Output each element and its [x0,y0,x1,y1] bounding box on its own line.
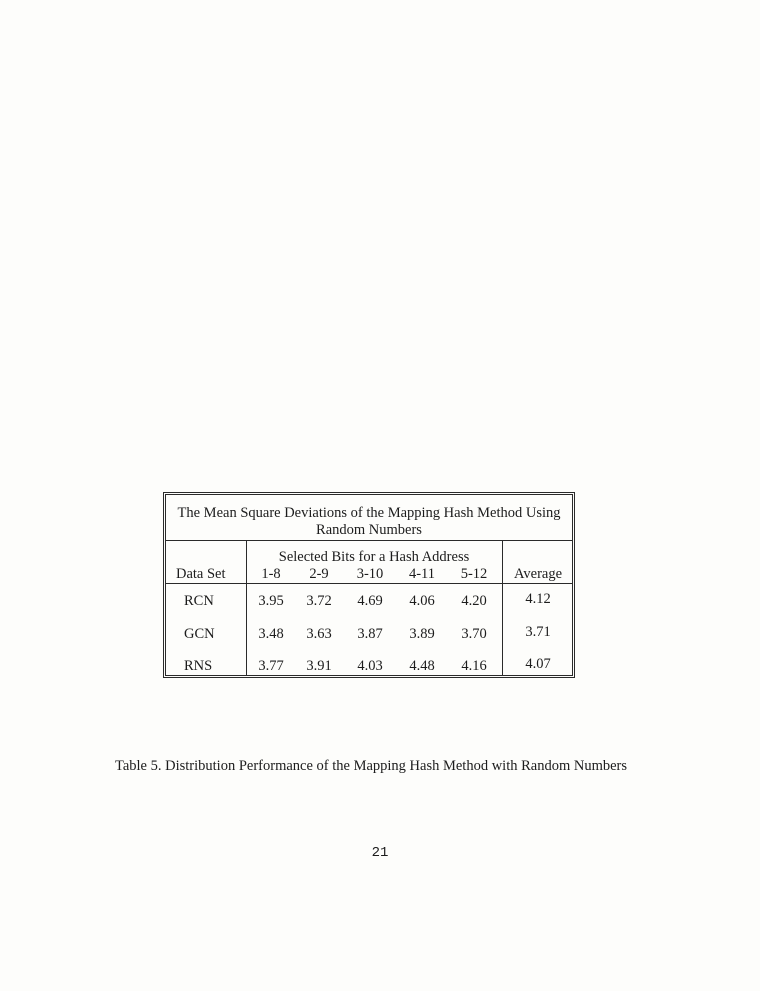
cell-rcn-1-8: 3.95 [258,593,284,609]
header-divider [166,583,572,584]
group-header: Selected Bits for a Hash Address [278,549,470,565]
table-title-line-1: The Mean Square Deviations of the Mapping Hash Method Using [177,505,561,521]
cell-rns-4-11: 4.48 [409,658,435,674]
row-label-rcn: RCN [184,593,214,609]
cell-rns-1-8: 3.77 [258,658,284,674]
row-label-gcn: GCN [184,626,215,642]
page-number: 21 [371,845,389,861]
column-header-bits-4-11: 4-11 [408,566,436,582]
column-header-bits-2-9: 2-9 [309,566,329,582]
cell-rcn-2-9: 3.72 [306,593,332,609]
cell-rcn-average: 4.12 [525,591,551,607]
cell-gcn-3-10: 3.87 [357,626,383,642]
cell-rns-average: 4.07 [525,656,551,672]
column-header-bits-5-12: 5-12 [460,566,488,582]
row-label-rns: RNS [184,658,213,674]
column-header-average: Average [513,566,563,582]
cell-gcn-average: 3.71 [525,624,551,640]
cell-rns-2-9: 3.91 [306,658,332,674]
cell-gcn-2-9: 3.63 [306,626,332,642]
column-header-bits-3-10: 3-10 [356,566,384,582]
column-header-data-set: Data Set [176,566,226,582]
cell-rcn-3-10: 4.69 [357,593,383,609]
column-header-bits-1-8: 1-8 [261,566,281,582]
cell-rcn-4-11: 4.06 [409,593,435,609]
results-table [163,492,575,678]
table-title-line-2: Random Numbers [316,522,422,538]
cell-rns-5-12: 4.16 [461,658,487,674]
table-title [166,495,572,541]
table-caption: Table 5. Distribution Performance of the Mapping Hash Method with Random Numbers [115,758,628,774]
average-column-divider [502,541,503,675]
cell-gcn-4-11: 3.89 [409,626,435,642]
cell-rcn-5-12: 4.20 [461,593,487,609]
cell-gcn-5-12: 3.70 [461,626,487,642]
cell-gcn-1-8: 3.48 [258,626,284,642]
cell-rns-3-10: 4.03 [357,658,383,674]
